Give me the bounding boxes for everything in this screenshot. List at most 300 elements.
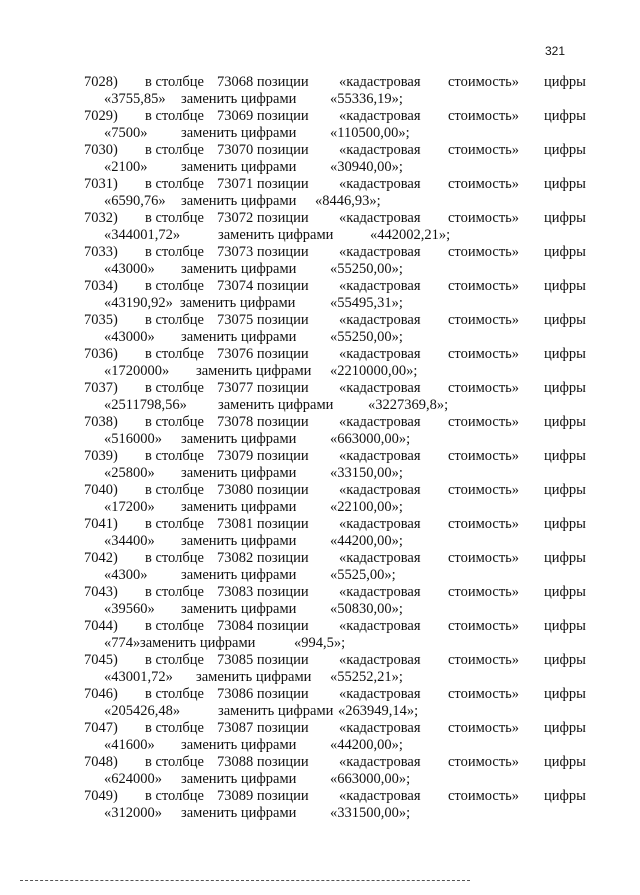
column-phrase: в столбце — [145, 278, 204, 294]
entry-number: 7029) — [84, 108, 118, 124]
new-value: «442002,21»; — [370, 227, 451, 243]
replace-phrase: заменить цифрами — [218, 703, 334, 719]
column-number: 73070 — [217, 142, 254, 158]
cifry-word: цифры — [544, 788, 586, 804]
entry-line-2 — [0, 703, 640, 720]
column-number: 73088 — [217, 754, 254, 770]
column-phrase: в столбце — [145, 482, 204, 498]
column-phrase: в столбце — [145, 584, 204, 600]
entry-line-2 — [0, 91, 640, 108]
amendment-entry — [0, 584, 640, 618]
new-value: «55252,21»; — [330, 669, 403, 685]
column-position — [217, 788, 309, 805]
new-value: «5525,00»; — [330, 567, 396, 583]
position-word: позиции — [256, 312, 309, 328]
replace-phrase: заменить цифрами — [181, 193, 297, 209]
entry-number: 7028) — [84, 74, 118, 90]
position-word: позиции — [256, 618, 309, 634]
entry-line-2 — [0, 363, 640, 380]
entry-number: 7046) — [84, 686, 118, 702]
entry-line-1 — [0, 74, 640, 91]
column-position — [217, 312, 309, 329]
entry-line-1 — [0, 482, 640, 499]
column-phrase: в столбце — [145, 652, 204, 668]
replace-phrase: заменить цифрами — [181, 91, 297, 107]
position-word: позиции — [256, 108, 309, 124]
replace-phrase: заменить цифрами — [140, 635, 256, 651]
column-position — [217, 584, 309, 601]
column-number: 73078 — [217, 414, 254, 430]
new-value: «8446,93»; — [315, 193, 381, 209]
stoimost-word: стоимость» — [448, 584, 520, 600]
kadastrovaya-word: «кадастровая — [339, 516, 421, 532]
column-phrase: в столбце — [145, 210, 204, 226]
entry-line-1 — [0, 108, 640, 125]
new-value: «44200,00»; — [330, 737, 403, 753]
entry-line-1 — [0, 380, 640, 397]
entry-line-2 — [0, 261, 640, 278]
position-word: позиции — [256, 788, 309, 804]
column-position — [217, 652, 309, 669]
amendment-entry — [0, 414, 640, 448]
stoimost-word: стоимость» — [448, 108, 520, 124]
column-phrase: в столбце — [145, 346, 204, 362]
position-word: позиции — [256, 346, 309, 362]
entry-line-1 — [0, 788, 640, 805]
old-value: «516000» — [104, 431, 162, 447]
column-phrase: в столбце — [145, 550, 204, 566]
entry-number: 7031) — [84, 176, 118, 192]
kadastrovaya-word: «кадастровая — [339, 380, 421, 396]
stoimost-word: стоимость» — [448, 380, 520, 396]
entry-line-1 — [0, 244, 640, 261]
entry-line-2 — [0, 227, 640, 244]
entry-line-1 — [0, 516, 640, 533]
stoimost-word: стоимость» — [448, 720, 520, 736]
column-number: 73085 — [217, 652, 254, 668]
page-number: 321 — [545, 44, 566, 58]
kadastrovaya-word: «кадастровая — [339, 584, 421, 600]
replace-phrase: заменить цифрами — [181, 499, 297, 515]
new-value: «55336,19»; — [330, 91, 403, 107]
column-position — [217, 618, 309, 635]
column-number: 73068 — [217, 74, 254, 90]
entry-line-1 — [0, 278, 640, 295]
position-word: позиции — [256, 516, 309, 532]
cifry-word: цифры — [544, 482, 586, 498]
position-word: позиции — [256, 584, 309, 600]
amendment-entry — [0, 244, 640, 278]
old-value: «774» — [104, 635, 141, 651]
replace-phrase: заменить цифрами — [196, 363, 312, 379]
column-phrase: в столбце — [145, 448, 204, 464]
entry-line-2 — [0, 193, 640, 210]
entry-number: 7049) — [84, 788, 118, 804]
kadastrovaya-word: «кадастровая — [339, 142, 421, 158]
replace-phrase: заменить цифрами — [181, 431, 297, 447]
entry-line-2 — [0, 125, 640, 142]
entry-line-1 — [0, 346, 640, 363]
entry-number: 7036) — [84, 346, 118, 362]
amendment-entry — [0, 210, 640, 244]
column-position — [217, 278, 309, 295]
cifry-word: цифры — [544, 210, 586, 226]
position-word: позиции — [256, 142, 309, 158]
entry-number: 7047) — [84, 720, 118, 736]
new-value: «33150,00»; — [330, 465, 403, 481]
column-position — [217, 74, 309, 91]
entry-number: 7041) — [84, 516, 118, 532]
column-phrase: в столбце — [145, 516, 204, 532]
stoimost-word: стоимость» — [448, 176, 520, 192]
position-word: позиции — [256, 244, 309, 260]
column-phrase: в столбце — [145, 414, 204, 430]
entry-line-2 — [0, 533, 640, 550]
old-value: «39560» — [104, 601, 155, 617]
position-word: позиции — [256, 278, 309, 294]
stoimost-word: стоимость» — [448, 346, 520, 362]
column-phrase: в столбце — [145, 108, 204, 124]
new-value: «2210000,00»; — [330, 363, 418, 379]
column-position — [217, 210, 309, 227]
kadastrovaya-word: «кадастровая — [339, 278, 421, 294]
old-value: «3755,85» — [104, 91, 166, 107]
amendment-entry — [0, 380, 640, 414]
position-word: позиции — [256, 448, 309, 464]
kadastrovaya-word: «кадастровая — [339, 788, 421, 804]
column-number: 73080 — [217, 482, 254, 498]
column-position — [217, 448, 309, 465]
column-number: 73079 — [217, 448, 254, 464]
column-number: 73089 — [217, 788, 254, 804]
entry-number: 7040) — [84, 482, 118, 498]
entry-line-2 — [0, 669, 640, 686]
replace-phrase: заменить цифрами — [181, 737, 297, 753]
stoimost-word: стоимость» — [448, 142, 520, 158]
column-phrase: в столбце — [145, 380, 204, 396]
kadastrovaya-word: «кадастровая — [339, 448, 421, 464]
cifry-word: цифры — [544, 516, 586, 532]
column-position — [217, 516, 309, 533]
entry-line-1 — [0, 618, 640, 635]
amendment-entry — [0, 74, 640, 108]
position-word: позиции — [256, 754, 309, 770]
cifry-word: цифры — [544, 176, 586, 192]
column-position — [217, 380, 309, 397]
old-value: «17200» — [104, 499, 155, 515]
new-value: «55250,00»; — [330, 261, 403, 277]
column-number: 73075 — [217, 312, 254, 328]
entry-number: 7038) — [84, 414, 118, 430]
amendment-entry — [0, 788, 640, 822]
kadastrovaya-word: «кадастровая — [339, 312, 421, 328]
column-number: 73069 — [217, 108, 254, 124]
entry-line-1 — [0, 312, 640, 329]
replace-phrase: заменить цифрами — [181, 159, 297, 175]
column-number: 73084 — [217, 618, 254, 634]
old-value: «43000» — [104, 329, 155, 345]
footer-rule — [20, 880, 470, 881]
entry-line-2 — [0, 601, 640, 618]
entry-number: 7034) — [84, 278, 118, 294]
position-word: позиции — [256, 686, 309, 702]
cifry-word: цифры — [544, 720, 586, 736]
kadastrovaya-word: «кадастровая — [339, 176, 421, 192]
amendment-entry — [0, 346, 640, 380]
position-word: позиции — [256, 380, 309, 396]
cifry-word: цифры — [544, 754, 586, 770]
entry-number: 7032) — [84, 210, 118, 226]
entry-line-2 — [0, 295, 640, 312]
entry-line-2 — [0, 805, 640, 822]
new-value: «44200,00»; — [330, 533, 403, 549]
kadastrovaya-word: «кадастровая — [339, 108, 421, 124]
old-value: «7500» — [104, 125, 148, 141]
column-position — [217, 482, 309, 499]
column-number: 73086 — [217, 686, 254, 702]
kadastrovaya-word: «кадастровая — [339, 414, 421, 430]
position-word: позиции — [256, 210, 309, 226]
kadastrovaya-word: «кадастровая — [339, 652, 421, 668]
old-value: «6590,76» — [104, 193, 166, 209]
entry-line-1 — [0, 448, 640, 465]
new-value: «55495,31»; — [330, 295, 403, 311]
entry-line-2 — [0, 567, 640, 584]
amendment-entry — [0, 176, 640, 210]
entry-number: 7048) — [84, 754, 118, 770]
kadastrovaya-word: «кадастровая — [339, 720, 421, 736]
entry-line-2 — [0, 329, 640, 346]
old-value: «344001,72» — [104, 227, 181, 243]
stoimost-word: стоимость» — [448, 618, 520, 634]
replace-phrase: заменить цифрами — [180, 295, 296, 311]
amendment-entry — [0, 312, 640, 346]
column-number: 73077 — [217, 380, 254, 396]
column-phrase: в столбце — [145, 176, 204, 192]
column-number: 73082 — [217, 550, 254, 566]
replace-phrase: заменить цифрами — [181, 771, 297, 787]
old-value: «1720000» — [104, 363, 170, 379]
entry-line-2 — [0, 397, 640, 414]
cifry-word: цифры — [544, 550, 586, 566]
entry-line-2 — [0, 465, 640, 482]
new-value: «263949,14»; — [338, 703, 419, 719]
new-value: «663000,00»; — [330, 431, 411, 447]
position-word: позиции — [256, 414, 309, 430]
cifry-word: цифры — [544, 686, 586, 702]
amendment-entry — [0, 720, 640, 754]
entry-line-1 — [0, 176, 640, 193]
stoimost-word: стоимость» — [448, 516, 520, 532]
replace-phrase: заменить цифрами — [181, 125, 297, 141]
stoimost-word: стоимость» — [448, 550, 520, 566]
column-position — [217, 346, 309, 363]
column-phrase: в столбце — [145, 618, 204, 634]
stoimost-word: стоимость» — [448, 686, 520, 702]
new-value: «50830,00»; — [330, 601, 403, 617]
amendment-entry — [0, 618, 640, 652]
entry-number: 7033) — [84, 244, 118, 260]
amendment-entry — [0, 686, 640, 720]
column-number: 73081 — [217, 516, 254, 532]
stoimost-word: стоимость» — [448, 312, 520, 328]
entry-line-1 — [0, 754, 640, 771]
stoimost-word: стоимость» — [448, 482, 520, 498]
column-phrase: в столбце — [145, 312, 204, 328]
stoimost-word: стоимость» — [448, 210, 520, 226]
new-value: «3227369,8»; — [368, 397, 449, 413]
amendment-entry — [0, 108, 640, 142]
stoimost-word: стоимость» — [448, 244, 520, 260]
position-word: позиции — [256, 720, 309, 736]
replace-phrase: заменить цифрами — [181, 533, 297, 549]
cifry-word: цифры — [544, 448, 586, 464]
amendment-entry — [0, 482, 640, 516]
new-value: «22100,00»; — [330, 499, 403, 515]
replace-phrase: заменить цифрами — [181, 261, 297, 277]
replace-phrase: заменить цифрами — [196, 669, 312, 685]
replace-phrase: заменить цифрами — [181, 329, 297, 345]
kadastrovaya-word: «кадастровая — [339, 346, 421, 362]
amendment-list — [0, 74, 640, 822]
stoimost-word: стоимость» — [448, 448, 520, 464]
entry-line-2 — [0, 635, 640, 652]
old-value: «4300» — [104, 567, 148, 583]
old-value: «312000» — [104, 805, 162, 821]
replace-phrase: заменить цифрами — [181, 805, 297, 821]
kadastrovaya-word: «кадастровая — [339, 482, 421, 498]
entry-line-2 — [0, 159, 640, 176]
old-value: «43190,92» — [104, 295, 173, 311]
entry-number: 7042) — [84, 550, 118, 566]
stoimost-word: стоимость» — [448, 754, 520, 770]
entry-number: 7044) — [84, 618, 118, 634]
entry-line-2 — [0, 737, 640, 754]
amendment-entry — [0, 142, 640, 176]
kadastrovaya-word: «кадастровая — [339, 244, 421, 260]
column-phrase: в столбце — [145, 720, 204, 736]
stoimost-word: стоимость» — [448, 652, 520, 668]
entry-line-1 — [0, 210, 640, 227]
entry-line-1 — [0, 686, 640, 703]
entry-line-1 — [0, 584, 640, 601]
column-number: 73074 — [217, 278, 254, 294]
stoimost-word: стоимость» — [448, 278, 520, 294]
column-number: 73076 — [217, 346, 254, 362]
cifry-word: цифры — [544, 108, 586, 124]
cifry-word: цифры — [544, 278, 586, 294]
column-position — [217, 414, 309, 431]
new-value: «994,5»; — [294, 635, 346, 651]
column-number: 73072 — [217, 210, 254, 226]
column-number: 73087 — [217, 720, 254, 736]
amendment-entry — [0, 448, 640, 482]
cifry-word: цифры — [544, 618, 586, 634]
entry-line-2 — [0, 771, 640, 788]
position-word: позиции — [256, 550, 309, 566]
new-value: «110500,00»; — [330, 125, 410, 141]
kadastrovaya-word: «кадастровая — [339, 550, 421, 566]
old-value: «25800» — [104, 465, 155, 481]
new-value: «663000,00»; — [330, 771, 411, 787]
column-phrase: в столбце — [145, 74, 204, 90]
old-value: «41600» — [104, 737, 155, 753]
new-value: «331500,00»; — [330, 805, 411, 821]
column-position — [217, 108, 309, 125]
position-word: позиции — [256, 482, 309, 498]
old-value: «2511798,56» — [104, 397, 187, 413]
column-number: 73083 — [217, 584, 254, 600]
old-value: «43000» — [104, 261, 155, 277]
column-phrase: в столбце — [145, 244, 204, 260]
column-phrase: в столбце — [145, 788, 204, 804]
cifry-word: цифры — [544, 142, 586, 158]
cifry-word: цифры — [544, 380, 586, 396]
old-value: «2100» — [104, 159, 148, 175]
cifry-word: цифры — [544, 346, 586, 362]
kadastrovaya-word: «кадастровая — [339, 618, 421, 634]
column-phrase: в столбце — [145, 142, 204, 158]
old-value: «624000» — [104, 771, 162, 787]
replace-phrase: заменить цифрами — [218, 227, 334, 243]
cifry-word: цифры — [544, 244, 586, 260]
cifry-word: цифры — [544, 584, 586, 600]
column-position — [217, 550, 309, 567]
cifry-word: цифры — [544, 74, 586, 90]
entry-number: 7045) — [84, 652, 118, 668]
cifry-word: цифры — [544, 312, 586, 328]
new-value: «55250,00»; — [330, 329, 403, 345]
kadastrovaya-word: «кадастровая — [339, 686, 421, 702]
column-number: 73071 — [217, 176, 254, 192]
entry-number: 7035) — [84, 312, 118, 328]
amendment-entry — [0, 652, 640, 686]
column-position — [217, 176, 309, 193]
entry-line-2 — [0, 499, 640, 516]
stoimost-word: стоимость» — [448, 74, 520, 90]
stoimost-word: стоимость» — [448, 414, 520, 430]
old-value: «34400» — [104, 533, 155, 549]
kadastrovaya-word: «кадастровая — [339, 210, 421, 226]
column-number: 73073 — [217, 244, 254, 260]
amendment-entry — [0, 278, 640, 312]
position-word: позиции — [256, 652, 309, 668]
position-word: позиции — [256, 74, 309, 90]
column-position — [217, 142, 309, 159]
old-value: «43001,72» — [104, 669, 173, 685]
replace-phrase: заменить цифрами — [181, 465, 297, 481]
column-phrase: в столбце — [145, 754, 204, 770]
amendment-entry — [0, 550, 640, 584]
stoimost-word: стоимость» — [448, 788, 520, 804]
entry-number: 7030) — [84, 142, 118, 158]
entry-line-1 — [0, 550, 640, 567]
old-value: «205426,48» — [104, 703, 181, 719]
entry-line-1 — [0, 414, 640, 431]
replace-phrase: заменить цифрами — [181, 601, 297, 617]
replace-phrase: заменить цифрами — [181, 567, 297, 583]
entry-number: 7037) — [84, 380, 118, 396]
position-word: позиции — [256, 176, 309, 192]
column-position — [217, 754, 309, 771]
column-position — [217, 686, 309, 703]
column-position — [217, 720, 309, 737]
amendment-entry — [0, 516, 640, 550]
kadastrovaya-word: «кадастровая — [339, 74, 421, 90]
entry-number: 7039) — [84, 448, 118, 464]
entry-line-1 — [0, 652, 640, 669]
cifry-word: цифры — [544, 414, 586, 430]
